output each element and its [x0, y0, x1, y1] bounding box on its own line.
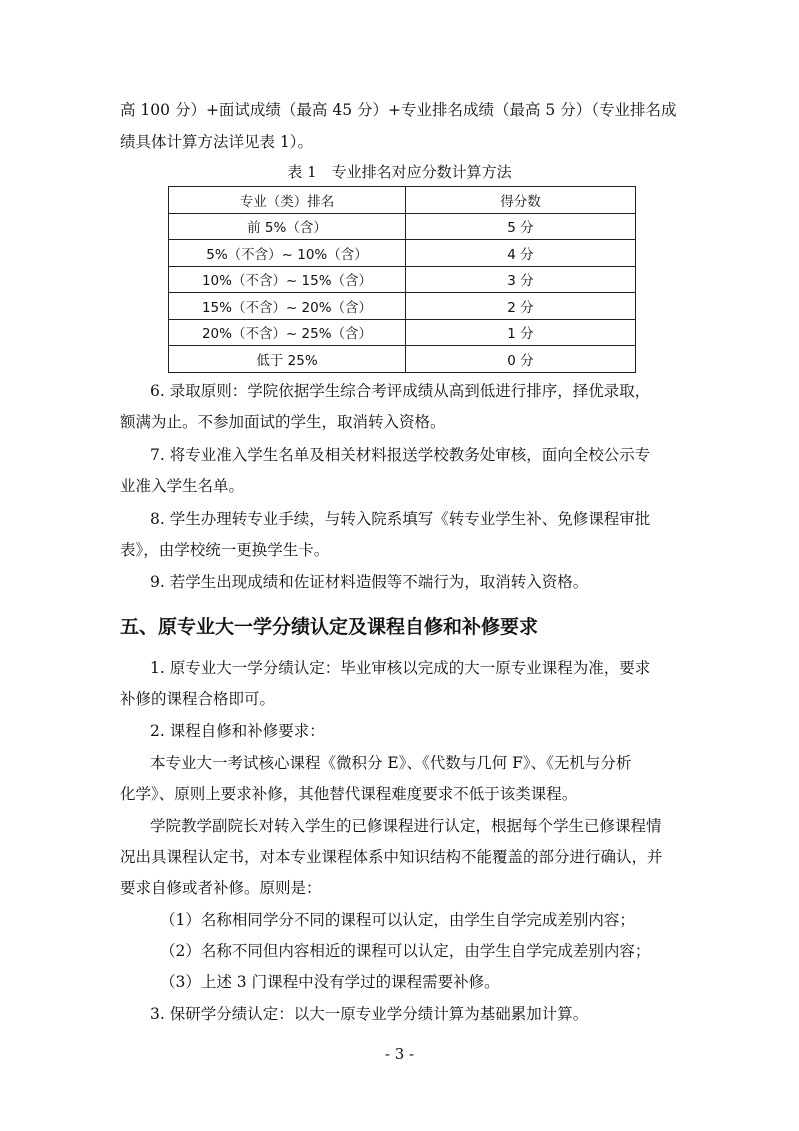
item-8-line-1: 8. 学生办理转专业手续，与转入院系填写《转专业学生补、免修课程审批 — [150, 510, 651, 528]
table-row — [169, 319, 636, 346]
table-cell-rank: 前 5%（含） — [169, 213, 406, 240]
section-5-p2: 2. 课程自修和补修要求： — [150, 722, 325, 740]
item-9-line-1: 9. 若学生出现成绩和佐证材料造假等不端行为，取消转入资格。 — [150, 573, 589, 591]
table-cell-rank: 10%（不含）~ 15%（含） — [169, 266, 406, 293]
table-row — [169, 293, 636, 320]
table-cell-rank: 20%（不含）~ 25%（含） — [169, 319, 406, 346]
section-5-p1-line-2: 补修的课程合格即可。 — [120, 690, 276, 708]
section-5-p4-line-1: 学院教学副院长对转入学生的已修课程进行认定，根据每个学生已修课程情 — [150, 817, 662, 835]
principle-2: （2）名称不同但内容相近的课程可以认定，由学生自学完成差别内容； — [160, 942, 651, 960]
table-caption: 表 1 专业排名对应分数计算方法 — [287, 163, 512, 181]
table-header-row — [169, 187, 636, 214]
table-row — [169, 240, 636, 267]
table-row — [169, 346, 636, 373]
table-cell-rank: 低于 25% — [169, 346, 406, 373]
item-7-line-1: 7. 将专业准入学生名单及相关材料报送学校教务处审核，面向全校公示专 — [150, 446, 651, 464]
ranking-score-table — [168, 186, 636, 373]
item-7-line-2: 业准入学生名单。 — [120, 477, 245, 495]
item-8-line-2: 表》，由学校统一更换学生卡。 — [120, 541, 330, 559]
table-header-rank: 专业（类）排名 — [169, 187, 406, 214]
table-cell-score: 0 分 — [406, 346, 636, 373]
table-row — [169, 266, 636, 293]
table-cell-score: 3 分 — [406, 266, 636, 293]
section-5-p3-line-1: 本专业大一考试核心课程《微积分 E》、《代数与几何 F》、《无机与分析 — [150, 754, 632, 772]
item-6-line-1: 6. 录取原则：学院依据学生综合考评成绩从高到低进行排序，择优录取， — [150, 382, 651, 400]
section-5-p3-line-2: 化学》、原则上要求补修，其他替代课程难度要求不低于该类课程。 — [120, 785, 578, 803]
principle-3: （3）上述 3 门课程中没有学过的课程需要补修。 — [160, 973, 500, 991]
table-cell-score: 1 分 — [406, 319, 636, 346]
section-5-p1-line-1: 1. 原专业大一学分绩认定：毕业审核以完成的大一原专业课程为准，要求 — [150, 659, 651, 677]
table-row — [169, 213, 636, 240]
item-6-line-2: 额满为止。不参加面试的学生，取消转入资格。 — [120, 413, 446, 431]
principle-1: （1）名称相同学分不同的课程可以认定，由学生自学完成差别内容； — [160, 911, 635, 929]
section-5-p4-line-2: 况出具课程认定书，对本专业课程体系中知识结构不能覆盖的部分进行确认，并 — [120, 848, 663, 866]
table-cell-rank: 5%（不含）~ 10%（含） — [169, 240, 406, 267]
table-header-score: 得分数 — [406, 187, 636, 214]
table-cell-score: 5 分 — [406, 213, 636, 240]
intro-line-1: 高 100 分）+面试成绩（最高 45 分）+专业排名成绩（最高 5 分）（专业排名成 — [120, 101, 677, 119]
table-cell-score: 2 分 — [406, 293, 636, 320]
section-5-heading: 五、原专业大一学分绩认定及课程自修和补修要求 — [120, 616, 539, 638]
section-5-p5: 3. 保研学分绩认定：以大一原专业学分绩计算为基础累加计算。 — [150, 1005, 589, 1023]
intro-line-2: 绩具体计算方法详见表 1）。 — [120, 133, 314, 151]
section-5-p4-line-3: 要求自修或者补修。原则是： — [120, 879, 322, 897]
table-cell-rank: 15%（不含）~ 20%（含） — [169, 293, 406, 320]
table-cell-score: 4 分 — [406, 240, 636, 267]
page-number: - 3 - — [384, 1045, 415, 1063]
